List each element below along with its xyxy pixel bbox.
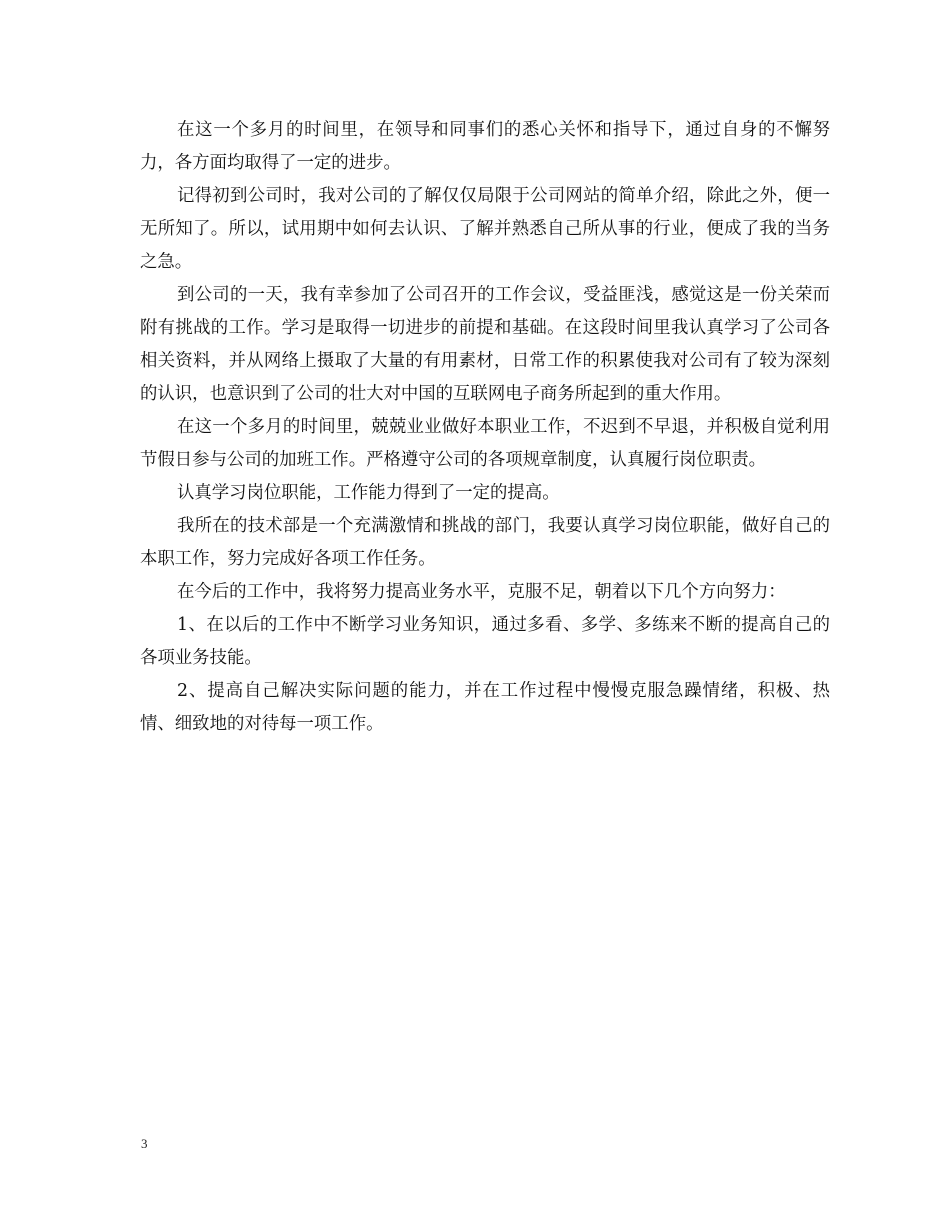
paragraph-8: 1、在以后的工作中不断学习业务知识，通过多看、多学、多练来不断的提高自己的各项业务技能。 xyxy=(140,615,830,668)
paragraph-7: 在今后的工作中，我将努力提高业务水平，克服不足，朝着以下几个方向努力： xyxy=(177,582,786,602)
paragraph-4: 在这一个多月的时间里，兢兢业业做好本职业工作，不迟到不早退，并积极自觉利用节假日参与公司的加班工作。严格遵守公司的各项规章制度，认真履行岗位职责。 xyxy=(140,417,830,470)
paragraph-9: 2、提高自己解决实际问题的能力，并在工作过程中慢慢克服急躁情绪，积极、热情、细致地的对待每一项工作。 xyxy=(140,681,830,734)
document-body xyxy=(140,114,830,741)
paragraph-6: 我所在的技术部是一个充满激情和挑战的部门，我要认真学习岗位职能，做好自己的本职工作，努力完成好各项工作任务。 xyxy=(140,516,830,569)
paragraph-3: 到公司的一天，我有幸参加了公司召开的工作会议，受益匪浅，感觉这是一份关荣而附有挑战的工作。学习是取得一切进步的前提和基础。在这段时间里我认真学习了公司各相关资料，并从网络上摄取了大量的有用素材，日常工作的积累使我对公司有了较为深刻的认识，也意识到了公司的壮大对中国的互联网电子商务所起到的重大作用。 xyxy=(140,285,830,404)
paragraph-2: 记得初到公司时，我对公司的了解仅仅局限于公司网站的简单介绍，除此之外，便一无所知了。所以，试用期中如何去认识、了解并熟悉自己所从事的行业，便成了我的当务之急。 xyxy=(140,186,830,272)
paragraph-5: 认真学习岗位职能，工作能力得到了一定的提高。 xyxy=(177,483,560,503)
page-number: 3 xyxy=(141,1136,148,1151)
paragraph-1: 在这一个多月的时间里，在领导和同事们的悉心关怀和指导下，通过自身的不懈努力，各方面均取得了一定的进步。 xyxy=(140,120,830,173)
